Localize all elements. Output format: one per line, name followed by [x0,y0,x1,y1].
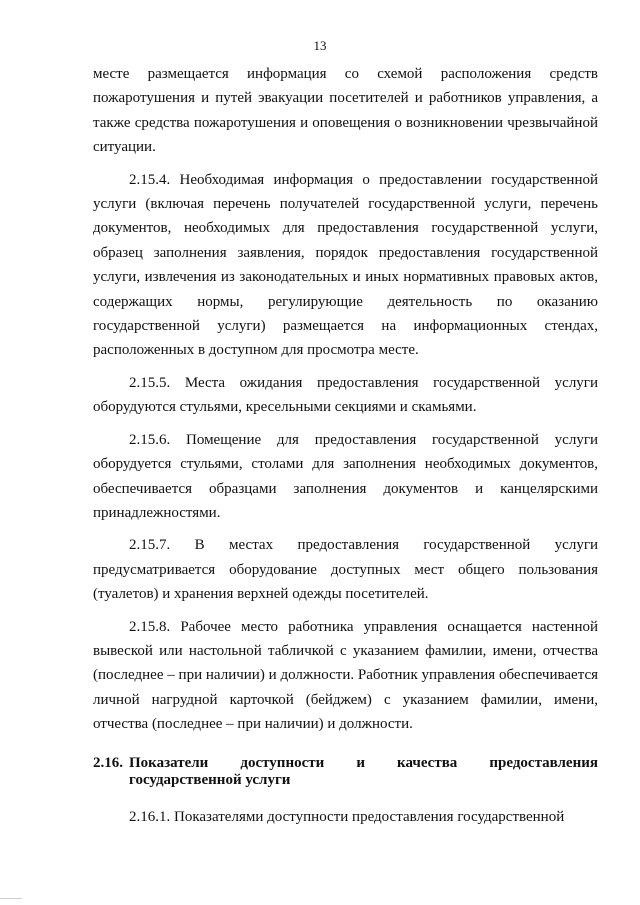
scan-edge-mark [0,898,22,899]
section-number: 2.16. [93,754,123,771]
paragraph-2-15-8: 2.15.8. Рабочее место работника управления оснащается настенной вывеской или настольной табличкой с указанием фамилии, имени, отчества (последнее – при наличии) и должности. Работник управления обеспечивается личной нагрудной карточкой (бейджем) с указанием фамилии, имени, отчества (последнее – при наличии) и должности. [93,618,598,733]
document-body [93,62,598,837]
page-number: 13 [313,38,327,53]
paragraph-2-15-5: 2.15.5. Места ожидания предоставления государственной услуги оборудуются стульями, кресельными секциями и скамьями. [93,374,598,416]
paragraph-2-15-7: 2.15.7. В местах предоставления государственной услуги предусматривается оборудование доступных мест общего пользования (туалетов) и хранения верхней одежды посетителей. [93,537,598,603]
paragraph-2-16-1: 2.16.1. Показателями доступности предоставления государственной [129,808,565,825]
paragraph-2-15-6: 2.15.6. Помещение для предоставления государственной услуги оборудуется стульями, столами для заполнения необходимых документов, обеспечивается образцами заполнения документов и канцелярскими принадлежностями. [93,431,598,521]
paragraph-continuation: месте размещается информация со схемой расположения средств пожаротушения и путей эвакуации посетителей и работников управления, а также средства пожаротушения и оповещения о возникновении чрезвычайной ситуации. [93,66,598,156]
paragraph-2-15-4: 2.15.4. Необходимая информация о предоставлении государственной услуги (включая перечень получателей государственной услуги, перечень документов, необходимых для предоставления государственной услуги, образец заполнения заявления, порядок предоставления государственной услуги, извлечения из законодательных и иных нормативных правовых актов, содержащих нормы, регулирующие деятельность по оказанию государственной услуги) размещается на информационных стендах, расположенных в доступном для просмотра месте. [93,171,598,359]
section-title: Показатели доступности и качества предоставления государственной услуги [129,754,598,788]
section-heading [93,755,598,789]
